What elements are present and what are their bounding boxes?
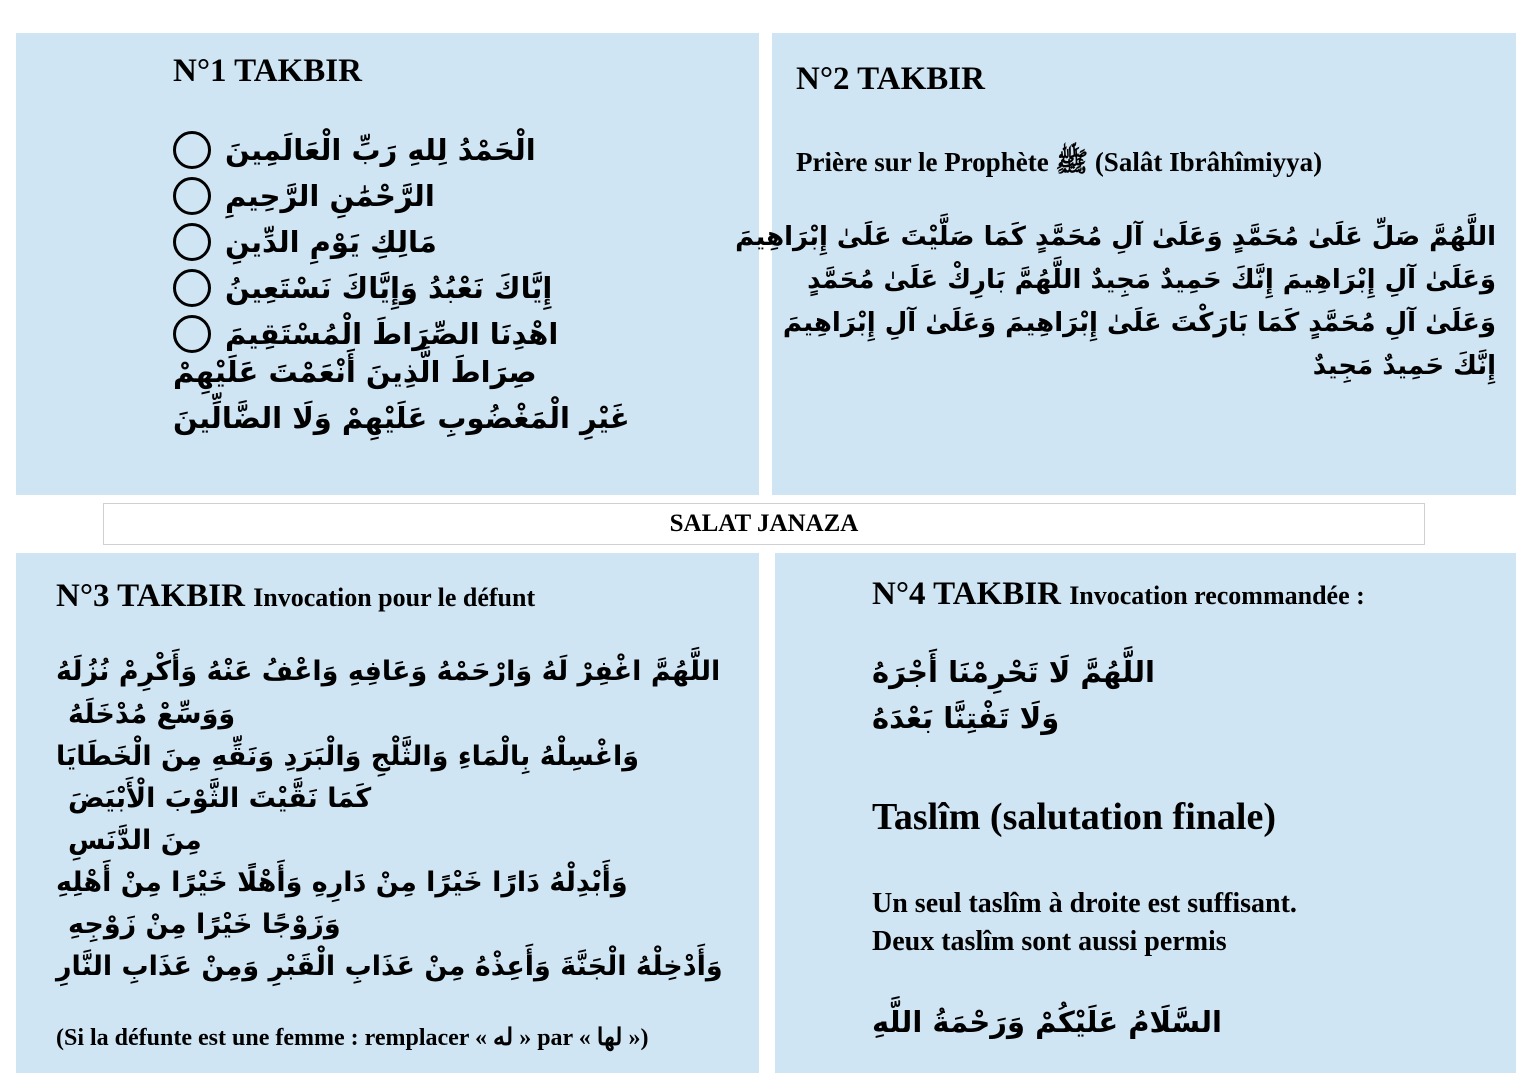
takbir-3-subtitle: Invocation pour le défunt [253, 583, 536, 612]
ring-icon [173, 269, 211, 307]
feminine-note: (Si la défunte est une femme : remplacer « له » par « لها ») [56, 1025, 649, 1051]
invocation-line: وَلَا تَفْتِنَّا بَعْدَهُ [872, 701, 1060, 735]
invocation-line: وَزَوْجًا خَيْرًا مِنْ زَوْجِهِ [68, 909, 341, 940]
fatiha-line: صِرَاطَ الَّذِينَ أَنْعَمْتَ عَلَيْهِمْ [173, 355, 537, 389]
taslim-text: Un seul taslîm à droite est suffisant. [872, 888, 1297, 919]
fatiha-line: الرَّحْمَٰنِ الرَّحِيمِ [173, 176, 435, 216]
ring-icon [173, 131, 211, 169]
invocation-line: مِنَ الدَّنَسِ [68, 825, 202, 856]
invocation-line: اللَّهُمَّ اغْفِرْ لَهُ وَارْحَمْهُ وَعَافِهِ وَاعْفُ عَنْهُ وَأَكْرِمْ نُزُلَهُ [56, 656, 721, 687]
invocation-line: كَمَا نَقَّيْتَ الثَّوْبَ الْأَبْيَضَ [68, 783, 372, 814]
taslim-title: Taslîm (salutation finale) [872, 796, 1276, 838]
salat-ibrahimiyya-line: اللَّهُمَّ صَلِّ عَلَىٰ مُحَمَّدٍ وَعَلَىٰ آلِ مُحَمَّدٍ كَمَا صَلَّيْتَ عَلَىٰ إِبْرَاهِيمَ [735, 222, 1496, 252]
takbir-3-heading: N°3 TAKBIR [56, 578, 245, 614]
takbir-4-heading: N°4 TAKBIR [872, 576, 1061, 612]
fatiha-line: الْحَمْدُ لِلهِ رَبِّ الْعَالَمِينَ [173, 130, 536, 170]
salat-ibrahimiyya-line: إِنَّكَ حَمِيدٌ مَجِيدٌ [1312, 351, 1496, 381]
panel-takbir-2 [735, 33, 1516, 495]
takbir-3-title [56, 580, 535, 613]
fatiha-line: غَيْرِ الْمَغْضُوبِ عَلَيْهِمْ وَلَا الضَّالِّينَ [173, 401, 630, 435]
takbir-4-title [872, 578, 1365, 611]
salat-janaza-banner: SALAT JANAZA [103, 503, 1425, 545]
invocation-line: وَأَبْدِلْهُ دَارًا خَيْرًا مِنْ دَارِهِ وَأَهْلًا خَيْرًا مِنْ أَهْلِهِ [56, 867, 628, 898]
salat-ibrahimiyya-line: وَعَلَىٰ آلِ مُحَمَّدٍ كَمَا بَارَكْتَ عَلَىٰ إِبْرَاهِيمَ وَعَلَىٰ آلِ إِبْرَاهِيمَ [782, 308, 1496, 338]
invocation-line: وَأَدْخِلْهُ الْجَنَّةَ وَأَعِذْهُ مِنْ عَذَابِ الْقَبْرِ وَمِنْ عَذَابِ النَّارِ [56, 951, 723, 982]
takbir-1-title: N°1 TAKBIR [173, 53, 362, 89]
panel-takbir-3 [16, 553, 759, 1073]
invocation-line: وَوَسِّعْ مُدْخَلَهُ [68, 699, 236, 730]
fatiha-line: اهْدِنَا الصِّرَاطَ الْمُسْتَقِيمَ [173, 314, 558, 354]
salat-ibrahimiyya-line: وَعَلَىٰ آلِ إِبْرَاهِيمَ إِنَّكَ حَمِيدٌ مَجِيدٌ اللَّهُمَّ بَارِكْ عَلَىٰ مُحَمَّدٍ [807, 265, 1496, 295]
fatiha-line: إِيَّاكَ نَعْبُدُ وَإِيَّاكَ نَسْتَعِينُ [173, 268, 552, 308]
takbir-4-subtitle: Invocation recommandée : [1069, 581, 1365, 610]
panel-takbir-4 [775, 553, 1516, 1073]
ring-icon [173, 315, 211, 353]
salam-line: السَّلَامُ عَلَيْكُمْ وَرَحْمَةُ اللَّهِ [872, 1005, 1222, 1039]
ring-icon [173, 177, 211, 215]
takbir-2-title: N°2 TAKBIR [796, 61, 985, 97]
invocation-line: وَاغْسِلْهُ بِالْمَاءِ وَالثَّلْجِ وَالْبَرَدِ وَنَقِّهِ مِنَ الْخَطَايَا [56, 741, 640, 772]
ring-icon [173, 223, 211, 261]
invocation-line: اللَّهُمَّ لَا تَحْرِمْنَا أَجْرَهُ [872, 655, 1155, 689]
panel-takbir-1 [16, 33, 759, 495]
fatiha-line: مَالِكِ يَوْمِ الدِّينِ [173, 222, 437, 262]
takbir-2-subtitle: Prière sur le Prophète ﷺ (Salât Ibrâhîmiyya) [796, 147, 1323, 177]
taslim-text: Deux taslîm sont aussi permis [872, 926, 1227, 957]
